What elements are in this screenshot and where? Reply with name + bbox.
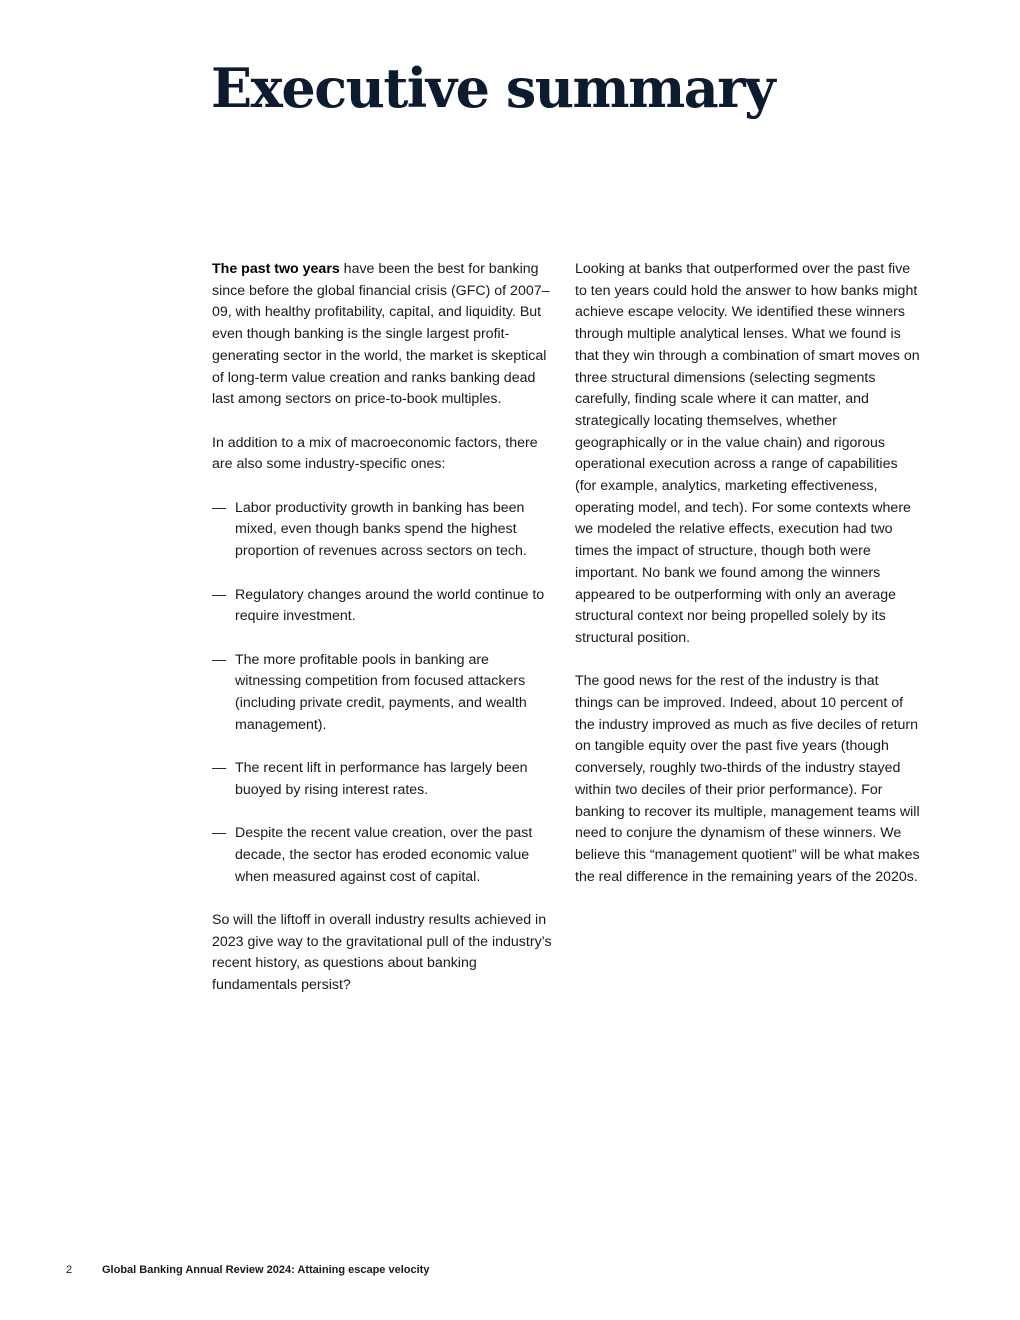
dash-bullet: — — [212, 825, 227, 842]
intro-lead: The past two years — [212, 261, 340, 277]
factor-item — [212, 498, 557, 563]
factor-item — [212, 758, 557, 801]
intro-text: have been the best for banking since before the global financial crisis (GFC) of 2007–09, with healthy profitability, capital, and liquidity. But even though banking is the single largest profit-generating sector in the world, the market is skeptical of long-term value creation and ranks banking dead last among sectors on price-to-book multiples. — [212, 261, 550, 408]
page-number: 2 — [66, 1264, 73, 1276]
factor-item — [212, 585, 557, 628]
dash-bullet: — — [212, 499, 227, 516]
right-column — [575, 259, 920, 910]
factor-item — [212, 650, 557, 737]
dash-bullet: — — [212, 586, 227, 603]
factor-text: Regulatory changes around the world continue to require investment. — [235, 586, 545, 625]
good-news-paragraph: The good news for the rest of the industry is that things can be improved. Indeed, about 10 percent of the industry improved as much as five deciles of return on tangible equity over the past five years (though conversely, roughly two-thirds of the industry stayed within two deciles of their prior performance). For banking to recover its multiple, management teams will need to conjure the dynamism of these winners. We believe this “management quotient” will be what makes the real difference in the remaining years of the 2020s. — [575, 673, 920, 885]
intro-paragraph — [212, 259, 557, 411]
page-title: Executive summary — [211, 56, 775, 120]
factor-text: The recent lift in performance has largely been buoyed by rising interest rates. — [235, 760, 528, 798]
factor-item — [212, 823, 557, 888]
left-column — [212, 259, 557, 1018]
dash-bullet: — — [212, 651, 227, 668]
factor-text: Despite the recent value creation, over the past decade, the sector has eroded economic value when measured against cost of capital. — [235, 825, 533, 885]
closing-paragraph: So will the liftoff in overall industry results achieved in 2023 give way to the gravitational pull of the industry’s recent history, as questions about banking fundamentals persist? — [212, 911, 552, 994]
factor-text: Labor productivity growth in banking has been mixed, even though banks spend the highest proportion of revenues across sectors on tech. — [235, 499, 527, 560]
factor-text: The more profitable pools in banking are witnessing competition from focused attackers (including private credit, payments, and wealth management). — [235, 651, 527, 733]
dash-bullet: — — [212, 760, 227, 777]
factor-list — [212, 498, 557, 889]
publication-title: Global Banking Annual Review 2024: Attaining escape velocity — [102, 1264, 430, 1276]
winners-paragraph: Looking at banks that outperformed over the past five to ten years could hold the answer to how banks might achieve escape velocity. We identified these winners through multiple analytical lenses. What we found is that they win through a combination of smart moves on three structural dimensions (selecting segments carefully, finding scale where it can matter, and strategically locating themselves, whether geographically or in the value chain) and rigorous operational execution across a range of capabilities (for example, analytics, marketing effectiveness, operating model, and tech). For some contexts where we modeled the relative effects, execution had two times the impact of structure, though both were important. No bank we found among the winners appeared to be outperforming with only an average structural context nor being propelled solely by its structural position. — [575, 261, 920, 646]
factors-paragraph: In addition to a mix of macroeconomic factors, there are also some industry-specific ones: — [212, 434, 538, 473]
